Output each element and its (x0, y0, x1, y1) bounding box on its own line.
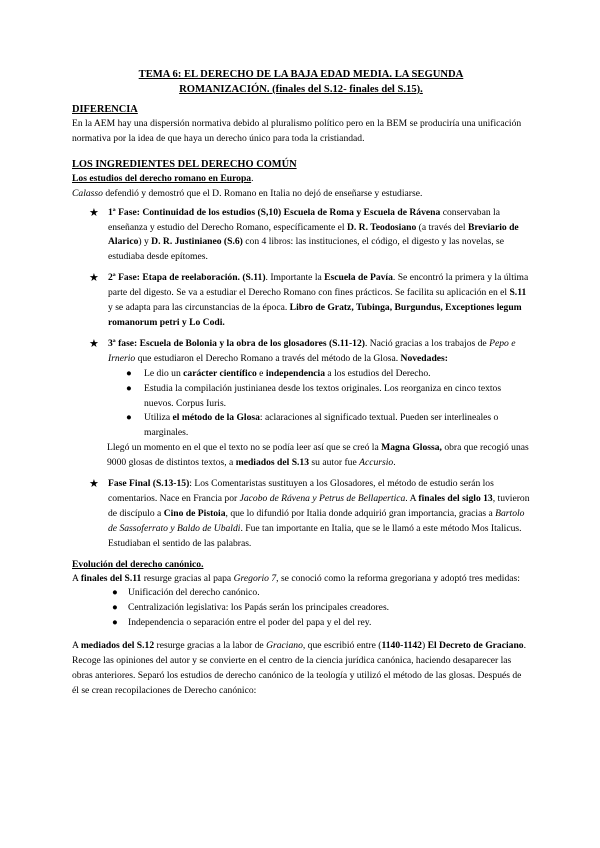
paragraph-diferencia: En la AEM hay una dispersión normativa debido al pluralismo político pero en la BEM se produciría una unificación normativa por la idea de que haya un derecho único para toda la cristiandad. (72, 118, 522, 144)
mg-b2: mediados del S.13 (235, 457, 310, 469)
c1-t2: resurge gracias al papa (141, 572, 234, 584)
fase2-t1: . Importante la (265, 272, 325, 284)
c1-t3: , se conoció como la reforma gregoriana y adoptó tres medidas: (276, 572, 520, 584)
fase1-t2: (a través del (416, 221, 468, 233)
fase3-t1: . Nació gracias a los trabajos de (364, 337, 490, 349)
c1-b1: finales del S.11 (80, 572, 142, 584)
fase1-bold1: 1ª Fase: Continuidad de los estudios (S,10) Escuela de Roma y Escuela de Rávena (108, 206, 441, 218)
fase3-bold2: Novedades: (400, 352, 448, 364)
c2-t1: A (72, 640, 81, 652)
calasso-text: defendió y demostró que el D. Romano en Italia no dejó de enseñarse y estudiarse. (102, 187, 423, 199)
fase1-t3: ) y (138, 236, 152, 248)
mg-t4: . (393, 457, 396, 469)
paragraph-magna-glossa (107, 441, 530, 471)
title-line-2: ROMANIZACIÓN. (finales del S.12- finales del S.15). (179, 83, 423, 95)
star-bullet-icon: ★ (89, 272, 99, 285)
bullet-dot-icon: ● (126, 382, 132, 394)
c1-it: Gregorio 7 (233, 572, 277, 584)
star-bullet-icon: ★ (89, 206, 99, 219)
medidas-list (92, 586, 530, 631)
bullet-dot-icon: ● (126, 412, 132, 424)
c1-t1: A (72, 572, 81, 584)
list-item (108, 411, 530, 441)
c2-t2: resurge gracias a la labor de (154, 640, 267, 652)
mg-t1: Llegó un momento en el que el texto no se podía leer así que se creó la (107, 442, 382, 454)
mg-b1: Magna Glossa, (381, 442, 442, 454)
fase1-t1: conservaban la enseñanza y estudio del Derecho Romano, específicamente el (108, 206, 500, 233)
ff-it2: Bartolo de Sassoferrato y Baldo de Ubaldi (108, 507, 525, 534)
fase1-bold3: Breviario de Alarico (108, 221, 519, 248)
fase2-bold4: Libro de Gratz, Tubinga, Burgundus, Exceptiones legum romanorum petri y Lo Codi. (108, 302, 522, 328)
item-text: a los estudios del Derecho. (325, 367, 431, 379)
ff-t3: , tuvieron de discípulo a (108, 492, 530, 519)
list-item (92, 616, 530, 631)
item-bold: independencia (265, 367, 326, 379)
paragraph-gregorio (72, 572, 530, 587)
c2-b3: El Decreto de Graciano (427, 640, 524, 652)
item-bold: carácter científico (183, 367, 257, 379)
list-item (108, 382, 530, 412)
fase3-t2: que estudiaron el Derecho Romano a través del método de la Glosa. (135, 352, 401, 364)
mg-t3: su autor fue (309, 457, 360, 469)
item-text: Utiliza (144, 412, 173, 424)
subheading-estudios-text: Los estudios del derecho romano en Europa (72, 172, 252, 184)
fase2-t2: . Se encontró la primera y la última parte del digesto. Se va a estudiar el Derecho Romano con fines prácticos. Se facilita su aplicación en el (108, 272, 529, 299)
fase2-t3: y se adapta para las circunstancias de la época. (108, 302, 290, 314)
page-title (72, 68, 530, 97)
list-item-fase-3 (72, 337, 530, 471)
ff-t2: . A (405, 492, 419, 504)
fase1-t4: con 4 libros: las instituciones, el código, el digesto y las novelas, se estudiaba desde epítomes. (108, 236, 504, 263)
fase2-bold3: S.11 (509, 287, 527, 299)
ff-bold1: Fase Final (S.13-15) (108, 478, 190, 490)
heading-diferencia: DIFERENCIA (72, 104, 138, 115)
item-text: Estudia la compilación justinianea desde los textos originales. Los reorganiza en cinco textos nuevos. Corpus Iuris. (144, 382, 502, 409)
item-text: : aclaraciones al significado textual. Pueden ser interlineales o marginales. (144, 412, 499, 439)
c2-t5: . Recoge las opiniones del autor y se convierte en el centro de la ciencia jurídica canónica, haciendo desaparecer las obras anteriores. Separó los estudios de derecho canónico de la teología y utilizó el método de las glosas. Después de él se crean recopilaciones de Derecho canónico: (72, 640, 526, 696)
star-bullet-icon: ★ (89, 337, 99, 350)
c2-t4: ) (421, 640, 428, 652)
item-text: e (256, 367, 266, 379)
c2-it: Graciano (266, 640, 303, 652)
heading-ingredientes: LOS INGREDIENTES DEL DERECHO COMÚN (72, 158, 297, 170)
fase1-bold4: D. R. Justinianeo (S.6) (151, 236, 243, 248)
star-bullet-icon: ★ (89, 478, 99, 491)
fase2-bold1: 2ª Fase: Etapa de reelaboración. (S.11) (108, 272, 266, 284)
list-item-fase-final (72, 477, 530, 552)
fase3-bold1: 3ª fase: Escuela de Bolonia y la obra de los glosadores (S.11-12) (108, 337, 365, 349)
ff-t4: , que lo difundió por Italia donde adquirió gran importancia, gracias a (225, 507, 496, 519)
list-item (92, 601, 530, 616)
item-text: Le dio un (144, 367, 184, 379)
item-bold: el método de la Glosa (172, 412, 260, 424)
mg-it: Accursio (359, 457, 394, 469)
ff-bold3: Cino de Pistoia (163, 507, 226, 519)
list-item-fase-1 (72, 206, 530, 266)
fase3-it1: Pepo e Irnerio (108, 337, 516, 364)
item-text: Centralización legislativa: los Papás serán los principales creadores. (128, 602, 390, 614)
list-item-fase-2 (72, 271, 530, 331)
ff-bold2: finales del siglo 13 (418, 492, 493, 504)
item-text: Independencia o separación entre el poder del papa y el del rey. (128, 617, 372, 629)
title-line-1: TEMA 6: EL DERECHO DE LA BAJA EDAD MEDIA. LA SEGUNDA (138, 69, 464, 80)
c2-t3: , que escribió entre ( (302, 640, 382, 652)
list-item (108, 367, 530, 382)
subheading-estudios (72, 172, 530, 187)
heading-canonico: Evolución del derecho canónico. (72, 558, 204, 570)
document-page (72, 68, 530, 699)
calasso-name: Calasso (72, 187, 103, 199)
item-text: Unificación del derecho canónico. (128, 587, 260, 599)
subheading-period: . (251, 172, 254, 184)
bullet-dot-icon: ● (112, 587, 118, 599)
fase2-bold2: Escuela de Pavía (324, 272, 393, 284)
fase1-bold2: D. R. Teodosiano (346, 221, 417, 233)
ff-t1: : Los Comentaristas sustituyen a los Glosadores, el método de estudio serán los comentarios. Nace en Francia por (108, 478, 494, 504)
novedades-list (108, 367, 530, 442)
list-item (92, 586, 530, 601)
bullet-dot-icon: ● (126, 367, 132, 379)
ff-t5: . Fue tan importante en Italia, que se le llamó a este método Mos Italicus. Estudiaban el sentido de las palabras. (108, 522, 522, 549)
bullet-dot-icon: ● (112, 617, 118, 629)
ff-it1: Jacobo de Rávena y Petrus de Bellapertica (239, 492, 406, 504)
mg-t2: obra que recogió unas 9000 glosas de distintos textos, a (107, 442, 529, 469)
paragraph-graciano (72, 639, 530, 699)
c2-b1: mediados del S.12 (80, 640, 155, 652)
paragraph-calasso (72, 187, 530, 202)
c2-b2: 1140-1142 (381, 640, 422, 652)
bullet-dot-icon: ● (112, 602, 118, 614)
